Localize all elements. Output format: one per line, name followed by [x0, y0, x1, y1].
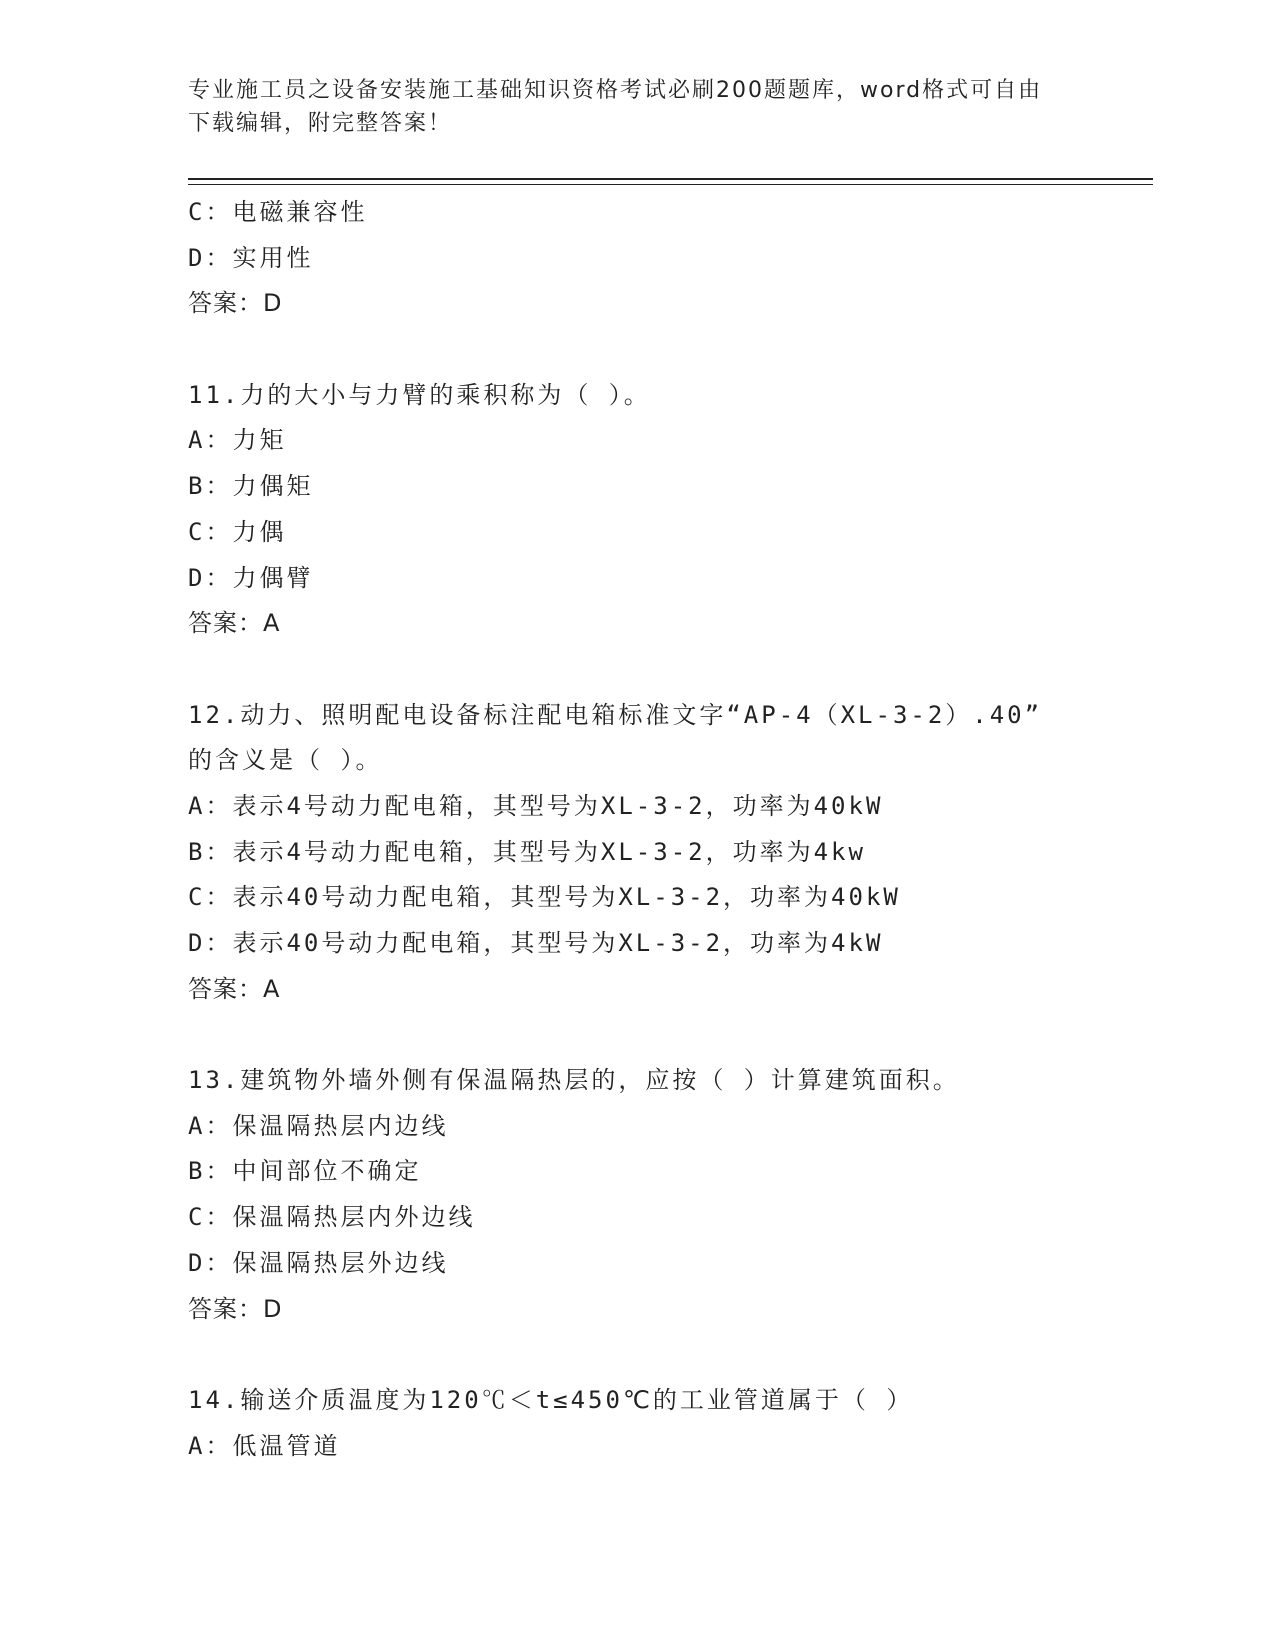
header-divider-thick [188, 178, 1153, 180]
document-header [188, 74, 1068, 140]
header-line-1: 专业施工员之设备安装施工基础知识资格考试必刷200题题库，word格式可自由 [188, 78, 1043, 103]
option-d: D：实用性 [188, 243, 314, 272]
question-12 [188, 693, 1088, 1013]
answer-line: 答案：A [188, 609, 281, 638]
spacer [188, 1332, 1088, 1378]
option-d: D：保温隔热层外边线 [188, 1248, 449, 1277]
option-c: C：保温隔热层内外边线 [188, 1203, 476, 1232]
question-stem: 12.动力、照明配电设备标注配电箱标准文字“AP-4（XL-3-2）.40” [188, 700, 1043, 729]
option-a: A：力矩 [188, 426, 287, 455]
spacer [188, 647, 1088, 693]
question-list [188, 190, 1088, 1469]
answer-line: 答案：D [188, 1294, 283, 1323]
option-a: A：低温管道 [188, 1431, 341, 1460]
spacer [188, 1012, 1088, 1058]
previous-question-tail [188, 190, 1088, 327]
question-14 [188, 1378, 1088, 1469]
question-stem-continued: 的含义是（ ）。 [188, 746, 383, 775]
answer-line: 答案：D [188, 289, 283, 318]
option-d: D：表示40号动力配电箱，其型号为XL-3-2，功率为4kW [188, 929, 884, 957]
question-stem: 11.力的大小与力臂的乘积称为（ ）。 [188, 380, 651, 409]
spacer [188, 327, 1088, 373]
option-c: C：电磁兼容性 [188, 198, 368, 226]
header-line-2: 下载编辑，附完整答案！ [188, 111, 453, 136]
option-b: B：力偶矩 [188, 472, 314, 501]
header-divider-thin [188, 184, 1153, 185]
option-a: A：表示4号动力配电箱，其型号为XL-3-2，功率为40kW [188, 791, 884, 820]
question-stem: 13.建筑物外墙外侧有保温隔热层的，应按（ ）计算建筑面积。 [188, 1066, 960, 1095]
option-c: C：表示40号动力配电箱，其型号为XL-3-2，功率为40kW [188, 883, 901, 912]
question-13 [188, 1058, 1088, 1332]
option-d: D：力偶臂 [188, 563, 314, 592]
option-c: C：力偶 [188, 517, 287, 546]
question-11 [188, 373, 1088, 647]
answer-line: 答案：A [188, 974, 281, 1003]
option-a: A：保温隔热层内边线 [188, 1111, 449, 1140]
option-b: B：中间部位不确定 [188, 1157, 422, 1186]
option-b: B：表示4号动力配电箱，其型号为XL-3-2，功率为4kw [188, 837, 866, 866]
question-stem: 14.输送介质温度为120℃＜t≤450℃的工业管道属于（ ） [188, 1385, 914, 1414]
